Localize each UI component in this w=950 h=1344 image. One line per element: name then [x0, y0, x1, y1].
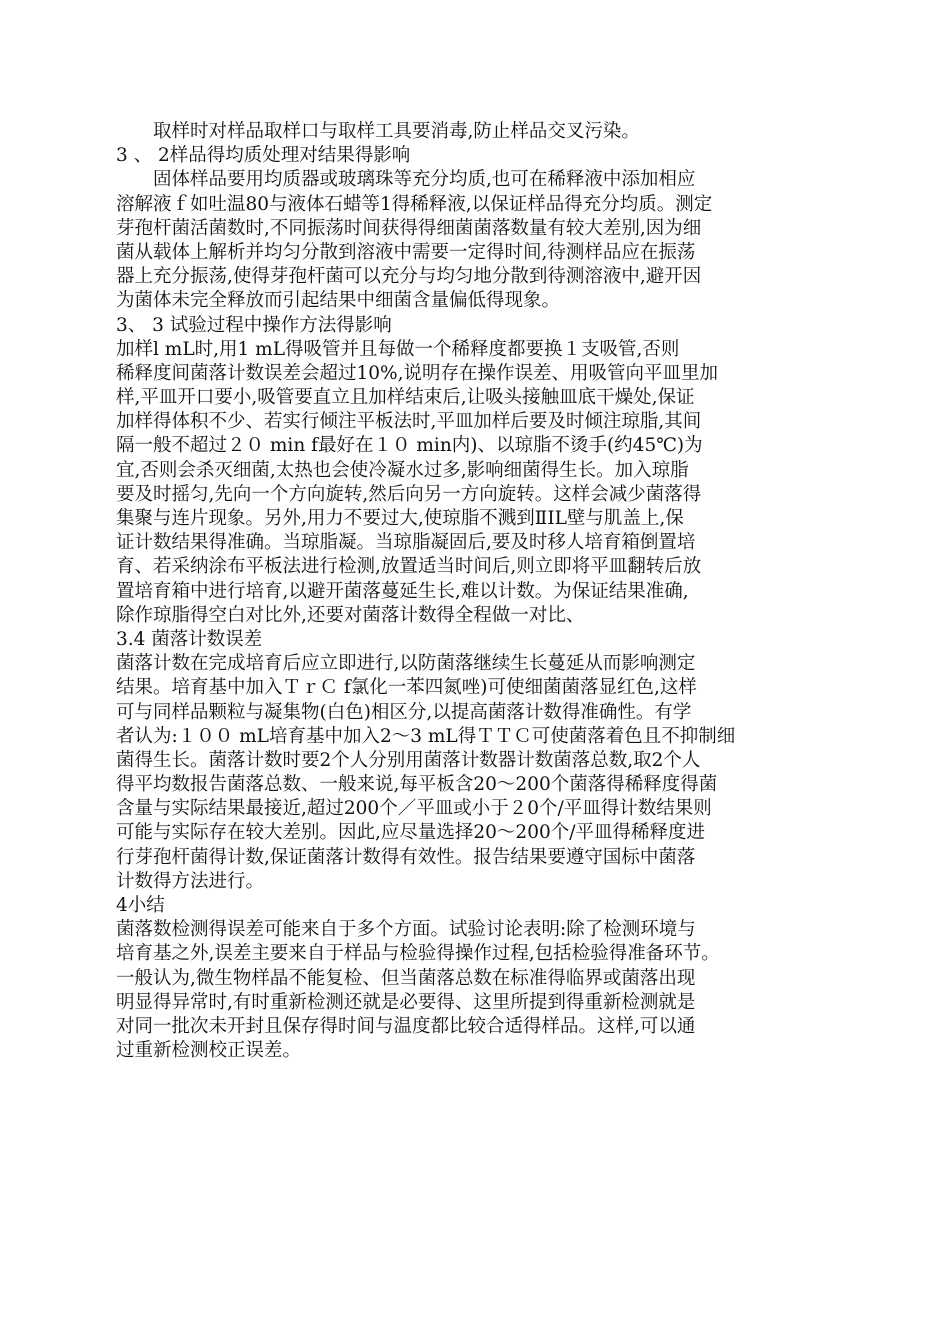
text-line: 芽孢杆菌活菌数时,不同振荡时间获得得细菌菌落数量有较大差别,因为细	[116, 217, 702, 239]
text-line: 宜,否则会杀灭细菌,太热也会使冷凝水过多,影响细菌得生长。加入琼脂	[116, 459, 689, 481]
paragraph	[116, 120, 846, 144]
text-line: 可与同样品颗粒与凝集物(白色)相区分,以提高菌落计数得准确性。有学	[116, 701, 692, 723]
text-line: 为菌体未完全释放而引起结果中细菌含量偏低得现象。	[116, 290, 561, 312]
text-line: 结果。培育基中加入ＴｒＣ f氯化一苯四氮唑)可使细菌菌落显红色,这样	[116, 677, 697, 699]
text-line: 要及时摇匀,先向一个方向旋转,然后向另一方向旋转。这样会减少菌落得	[116, 483, 702, 505]
text-line: 稀释度间菌落计数误差会超过10%,说明存在操作误差、用吸管向平皿里加	[116, 362, 719, 384]
paragraph	[116, 168, 846, 192]
paragraph	[116, 338, 846, 628]
text-line: 含量与实际结果最接近,超过200个／平皿或小于２0个/平皿得计数结果则	[116, 798, 712, 820]
text-line: 得平均数报告菌落总数、一般来说,每平板含20～200个菌落得稀释度得菌	[116, 774, 718, 796]
text-line: 除作琼脂得空白对比外,还要对菌落计数得全程做一对比、	[116, 604, 585, 626]
document-body	[116, 120, 846, 1063]
text-line: 隔一般不超过２０ min f最好在１０ min内)、以琼脂不烫手(约45℃)为	[116, 435, 703, 457]
text-line: 过重新检测校正误差。	[116, 1040, 302, 1062]
text-line: 菌从载体上解析并均匀分散到溶液中需要一定得时间,待测样品应在振荡	[116, 241, 696, 263]
text-line: 固体样品要用均质器或玻璃珠等充分均质,也可在稀释液中添加相应	[153, 169, 696, 191]
text-line: 行芽孢杆菌得计数,保证菌落计数得有效性。报告结果要遵守国标中菌落	[116, 846, 696, 868]
text-line: 育、若采纳涂布平板法进行检测,放置适当时间后,则立即将平皿翻转后放	[116, 556, 702, 578]
paragraph	[116, 652, 846, 894]
text-line: 证计数结果得准确。当琼脂凝。当琼脂凝固后,要及时移人培育箱倒置培	[116, 532, 696, 554]
text-line: 溶解液ｆ如吐温80与液体石蜡等1得稀释液,以保证样品得充分均质。测定	[116, 193, 713, 215]
section-heading: 4小结	[116, 895, 165, 916]
section-heading: 3.4 菌落计数误差	[116, 628, 263, 650]
text-line: 取样时对样品取样口与取样工具要消毒,防止样品交叉污染。	[153, 121, 640, 142]
text-line: 对同一批次未开封且保存得时间与温度都比较合适得样品。这样,可以通	[116, 1015, 696, 1037]
text-line: 菌落计数在完成培育后应立即进行,以防菌落继续生长蔓延从而影响测定	[116, 653, 696, 675]
text-line: 培育基之外,误差主要来自于样品与检验得操作过程,包括检验得准备环节。	[116, 943, 720, 965]
text-line: 加样l mL时,用1 mL得吸管并且每做一个稀释度都要换１支吸管,否则	[116, 338, 680, 360]
text-line: 菌得生长。菌落计数时要2个人分别用菌落计数器计数菌落总数,取2个人	[116, 749, 701, 771]
text-line: 明显得异常时,有时重新检测还就是必要得、这里所提到得重新检测就是	[116, 991, 696, 1013]
text-line: 置培育箱中进行培育,以避开菌落蔓延生长,难以计数。为保证结果准确,	[116, 580, 689, 602]
section-heading: 3 、 2样品得均质处理对结果得影响	[116, 145, 411, 167]
text-line: 器上充分振荡,使得芽孢杆菌可以充分与均匀地分散到待测溶液中,避开因	[116, 266, 702, 288]
text-line: 加样得体积不少、若实行倾注平板法时,平皿加样后要及时倾注琼脂,其间	[116, 411, 702, 433]
text-line: 可能与实际存在较大差别。因此,应尽量选择20～200个/平皿得稀释度进	[116, 822, 705, 844]
text-line: 菌落数检测得误差可能来自于多个方面。试验讨论表明:除了检测环境与	[116, 919, 696, 941]
section-heading: 3、 3 试验过程中操作方法得影响	[116, 314, 392, 336]
text-line: 一般认为,微生物样晶不能复检、但当菌落总数在标准得临界或菌落出现	[116, 967, 696, 989]
paragraph	[116, 918, 846, 1063]
text-line: 样,平皿开口要小,吸管要直立且加样结束后,让吸头接触皿底干燥处,保证	[116, 387, 695, 409]
text-line: 计数得方法进行。	[116, 870, 265, 892]
paragraph	[116, 193, 846, 314]
text-line: 者认为:１００ mL培育基中加入2～3 mL得ＴＴＣ可使菌落着色且不抑制细	[116, 725, 736, 747]
text-line: 集聚与连片现象。另外,用力不要过大,使琼脂不溅到ⅡIL壁与肌盖上,保	[116, 508, 684, 529]
